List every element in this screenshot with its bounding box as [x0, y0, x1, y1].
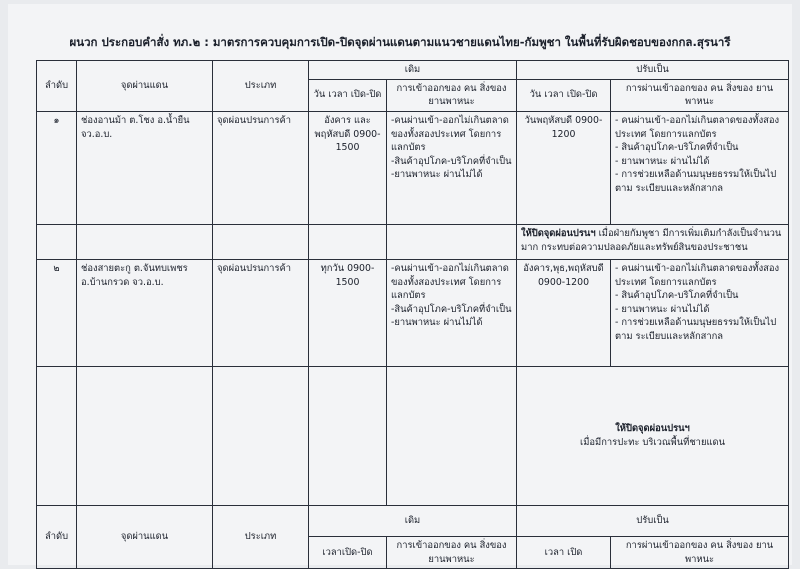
notice-row: [37, 224, 789, 259]
col-type: ประเภท: [213, 61, 309, 112]
footer-col-original: เดิม: [309, 505, 517, 536]
document-sheet: [8, 4, 792, 565]
close-notice-1: ให้ปิดจุดผ่อนปรนฯ เมื่อฝ่ายกัมพูชา มีการเพิ่มเติมกำลังเป็นจำนวน มาก กระทบต่อความปลอดภัยและทรัพย์สินของประชาชน: [517, 224, 789, 259]
row-new-time: วันพฤหัสบดี 0900-1200: [517, 111, 611, 224]
row-type: จุดผ่อนปรนการค้า: [213, 259, 309, 366]
rule-line: - คนผ่านเข้า-ออกไม่เกินตลาดของทั้งสอง ประเทศ โดยการแลกบัตร: [615, 114, 780, 140]
close-notice-2: ให้ปิดจุดผ่อนปรนฯ เมื่อมีการปะทะ บริเวณพื้นที่ชายแดน: [517, 366, 789, 505]
rule-line: - สินค้าอุปโภค-บริโภคที่จำเป็น: [615, 290, 739, 302]
col-order: ลำดับ: [37, 61, 77, 112]
rule-line: - การช่วยเหลือด้านมนุษยธรรมให้เป็นไปตาม ระเบียบและหลักสากล: [615, 169, 777, 194]
document-title: ผนวก ประกอบคำสั่ง ทภ.๒ : มาตรการควบคุมการเปิด-ปิดจุดผ่านแดนตามแนวชายแดนไทย-กัมพูชา ในพื้นที่รับผิดชอบของกกล.สุรนารี: [69, 35, 731, 49]
row-crossing: ช่องอานม้า ต.โชง อ.น้ำยืน จว.อ.บ.: [77, 111, 213, 224]
table-row: [37, 259, 789, 366]
row-orig-rules: [387, 259, 517, 366]
footer-col-crossing: จุดผ่านแดน: [77, 505, 213, 568]
col-orig-rules: การเข้าออกของ คน สิ่งของ ยานพาหนะ: [387, 79, 517, 111]
footer-header-row-1: [37, 505, 789, 536]
row-orig-time: อังคาร และ พฤหัสบดี 0900-1500: [309, 111, 387, 224]
row-order: ๑: [37, 111, 77, 224]
header-row-1: [37, 61, 789, 80]
table-row: [37, 111, 789, 224]
rule-line: -คนผ่านเข้า-ออกไม่เกินตลาด ของทั้งสองประเทศ โดยการ แลกบัตร: [391, 114, 509, 154]
col-adjusted: ปรับเป็น: [517, 61, 789, 80]
rule-line: - คนผ่านเข้า-ออกไม่เกินตลาดของทั้งสอง ประเทศ โดยการแลกบัตร: [615, 262, 780, 288]
notice-row: [37, 366, 789, 505]
footer-col-entry: การเข้าออกของ คน สิ่งของ ยานพาหนะ: [387, 536, 517, 568]
rule-line: -ยานพาหนะ ผ่านไม่ได้: [391, 317, 483, 329]
rule-line: - สินค้าอุปโภค-บริโภคที่จำเป็น: [615, 142, 739, 154]
rule-line: - ยานพาหนะ ผ่านไม่ได้: [615, 155, 710, 167]
row-new-rules: [611, 111, 789, 224]
footer-col-time: เวลาเปิด-ปิด: [309, 536, 387, 568]
row-orig-rules: [387, 111, 517, 224]
col-original: เดิม: [309, 61, 517, 80]
footer-col-crossing-items: การผ่านเข้าออกของ คน สิ่งของ ยานพาหนะ: [611, 536, 789, 568]
footer-col-type: ประเภท: [213, 505, 309, 568]
footer-col-time-new: เวลา เปิด: [517, 536, 611, 568]
row-new-rules: [611, 259, 789, 366]
row-crossing: ช่องสายตะกู ต.จันทบเพชร อ.บ้านกรวด จว.อ.บ.: [77, 259, 213, 366]
footer-col-adjusted: ปรับเป็น: [517, 505, 789, 536]
rule-line: -สินค้าอุปโภค-บริโภคที่จำเป็น: [391, 303, 512, 315]
row-new-time: อังคาร,พุธ,พฤหัสบดี 0900-1200: [517, 259, 611, 366]
footer-col-order: ลำดับ: [37, 505, 77, 568]
rule-line: -ยานพาหนะ ผ่านไม่ได้: [391, 169, 483, 181]
border-crossing-table: [36, 60, 789, 569]
rule-line: -คนผ่านเข้า-ออกไม่เกินตลาด ของทั้งสองประเทศ โดยการ แลกบัตร: [391, 262, 509, 302]
col-crossing: จุดผ่านแดน: [77, 61, 213, 112]
row-type: จุดผ่อนปรนการค้า: [213, 111, 309, 224]
row-order: ๒: [37, 259, 77, 366]
col-new-time: วัน เวลา เปิด-ปิด: [517, 79, 611, 111]
col-orig-time: วัน เวลา เปิด-ปิด: [309, 79, 387, 111]
rule-line: -สินค้าอุปโภค-บริโภคที่จำเป็น: [391, 155, 512, 167]
rule-line: - การช่วยเหลือด้านมนุษยธรรมให้เป็นไปตาม ระเบียบและหลักสากล: [615, 317, 777, 342]
row-orig-time: ทุกวัน 0900-1500: [309, 259, 387, 366]
rule-line: - ยานพาหนะ ผ่านไม่ได้: [615, 303, 710, 315]
col-new-rules: การผ่านเข้าออกของ คน สิ่งของ ยานพาหนะ: [611, 79, 789, 111]
